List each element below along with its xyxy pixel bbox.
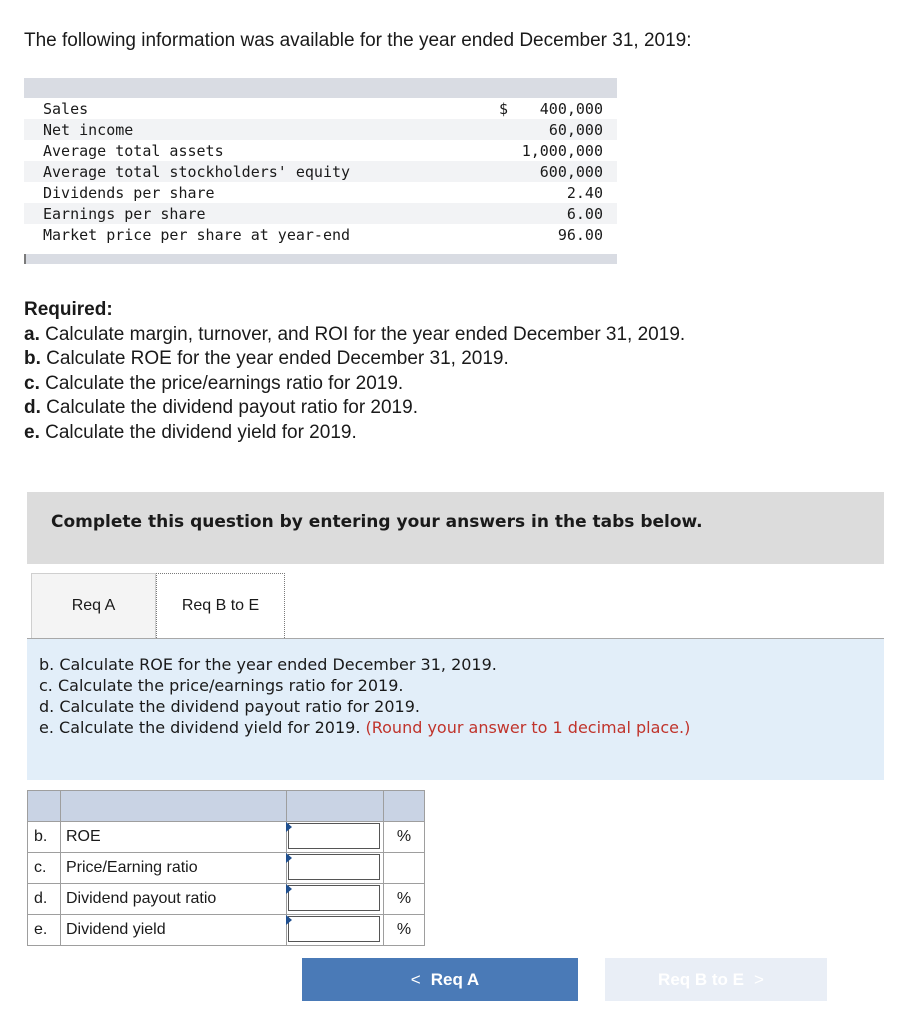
row-letter: b.	[28, 822, 61, 853]
instruction-line: b. Calculate ROE for the year ended December 31, 2019.	[39, 655, 497, 674]
table-row	[24, 224, 617, 245]
complete-prompt: Complete this question by entering your answers in the tabs below.	[51, 512, 703, 532]
table-row	[28, 822, 425, 853]
financial-data-table	[24, 78, 617, 264]
row-label: Sales	[43, 100, 89, 118]
table-row	[24, 203, 617, 224]
required-item: e. Calculate the dividend yield for 2019.	[24, 421, 357, 443]
row-value: 600,000	[539, 163, 603, 181]
row-letter: d.	[28, 884, 61, 915]
table-footer-bar	[24, 254, 617, 264]
row-value: 6.00	[566, 205, 603, 223]
table-row	[24, 182, 617, 203]
row-letter: e.	[28, 915, 61, 946]
required-item: a. Calculate margin, turnover, and ROI for the year ended December 31, 2019.	[24, 323, 686, 345]
instructions-panel	[27, 639, 884, 780]
row-label: Average total stockholders' equity	[43, 163, 351, 181]
table-row	[24, 161, 617, 182]
unit-label: %	[384, 884, 425, 915]
complete-prompt-box	[27, 492, 884, 564]
row-label: ROE	[61, 822, 287, 853]
required-heading: Required:	[24, 299, 113, 320]
rounding-note: (Round your answer to 1 decimal place.)	[365, 718, 691, 737]
row-label: Dividends per share	[43, 184, 215, 202]
roe-input[interactable]	[287, 822, 384, 853]
row-label: Dividend payout ratio	[61, 884, 287, 915]
instruction-line: d. Calculate the dividend payout ratio for 2019.	[39, 697, 420, 716]
required-section	[24, 298, 685, 445]
row-letter: c.	[28, 853, 61, 884]
row-label: Dividend yield	[61, 915, 287, 946]
row-label: Net income	[43, 121, 134, 139]
dividend-payout-input[interactable]	[287, 884, 384, 915]
answer-table	[27, 790, 425, 946]
pe-ratio-input[interactable]	[287, 853, 384, 884]
chevron-left-icon: <	[410, 970, 421, 989]
row-value: 2.40	[566, 184, 603, 202]
required-item: b. Calculate ROE for the year ended December 31, 2019.	[24, 348, 509, 369]
table-row	[28, 884, 425, 915]
tab-req-a[interactable]: Req A	[31, 573, 156, 638]
table-row	[24, 98, 617, 119]
tab-req-b-to-e[interactable]: Req B to E	[156, 573, 285, 638]
unit-label	[384, 853, 425, 884]
required-item: c. Calculate the price/earnings ratio for 2019.	[24, 372, 404, 394]
table-row	[28, 915, 425, 946]
row-label: Price/Earning ratio	[61, 853, 287, 884]
currency-symbol: $	[499, 100, 509, 118]
next-tab-button[interactable]: Req B to E >	[605, 958, 827, 1001]
unit-label: %	[384, 915, 425, 946]
chevron-right-icon: >	[754, 970, 764, 989]
row-label: Earnings per share	[43, 205, 206, 223]
unit-label: %	[384, 822, 425, 853]
table-header-bar	[24, 78, 617, 98]
table-row	[24, 140, 617, 161]
answer-header-row	[28, 791, 425, 822]
row-value: 60,000	[548, 121, 603, 139]
prev-tab-button[interactable]: < Req A	[302, 958, 578, 1001]
row-value: 400,000	[539, 100, 603, 118]
instruction-line: c. Calculate the price/earnings ratio for 2019.	[39, 676, 404, 695]
row-value: 96.00	[557, 226, 603, 244]
table-row	[28, 853, 425, 884]
table-row	[24, 119, 617, 140]
row-label: Average total assets	[43, 142, 224, 160]
required-item: d. Calculate the dividend payout ratio for 2019.	[24, 397, 418, 418]
instruction-line: e. Calculate the dividend yield for 2019. (Round your answer to 1 decimal place.)	[39, 718, 691, 737]
row-label: Market price per share at year-end	[43, 226, 351, 244]
intro-text: The following information was available for the year ended December 31, 2019:	[24, 30, 692, 51]
row-value: 1,000,000	[521, 142, 603, 160]
dividend-yield-input[interactable]	[287, 915, 384, 946]
